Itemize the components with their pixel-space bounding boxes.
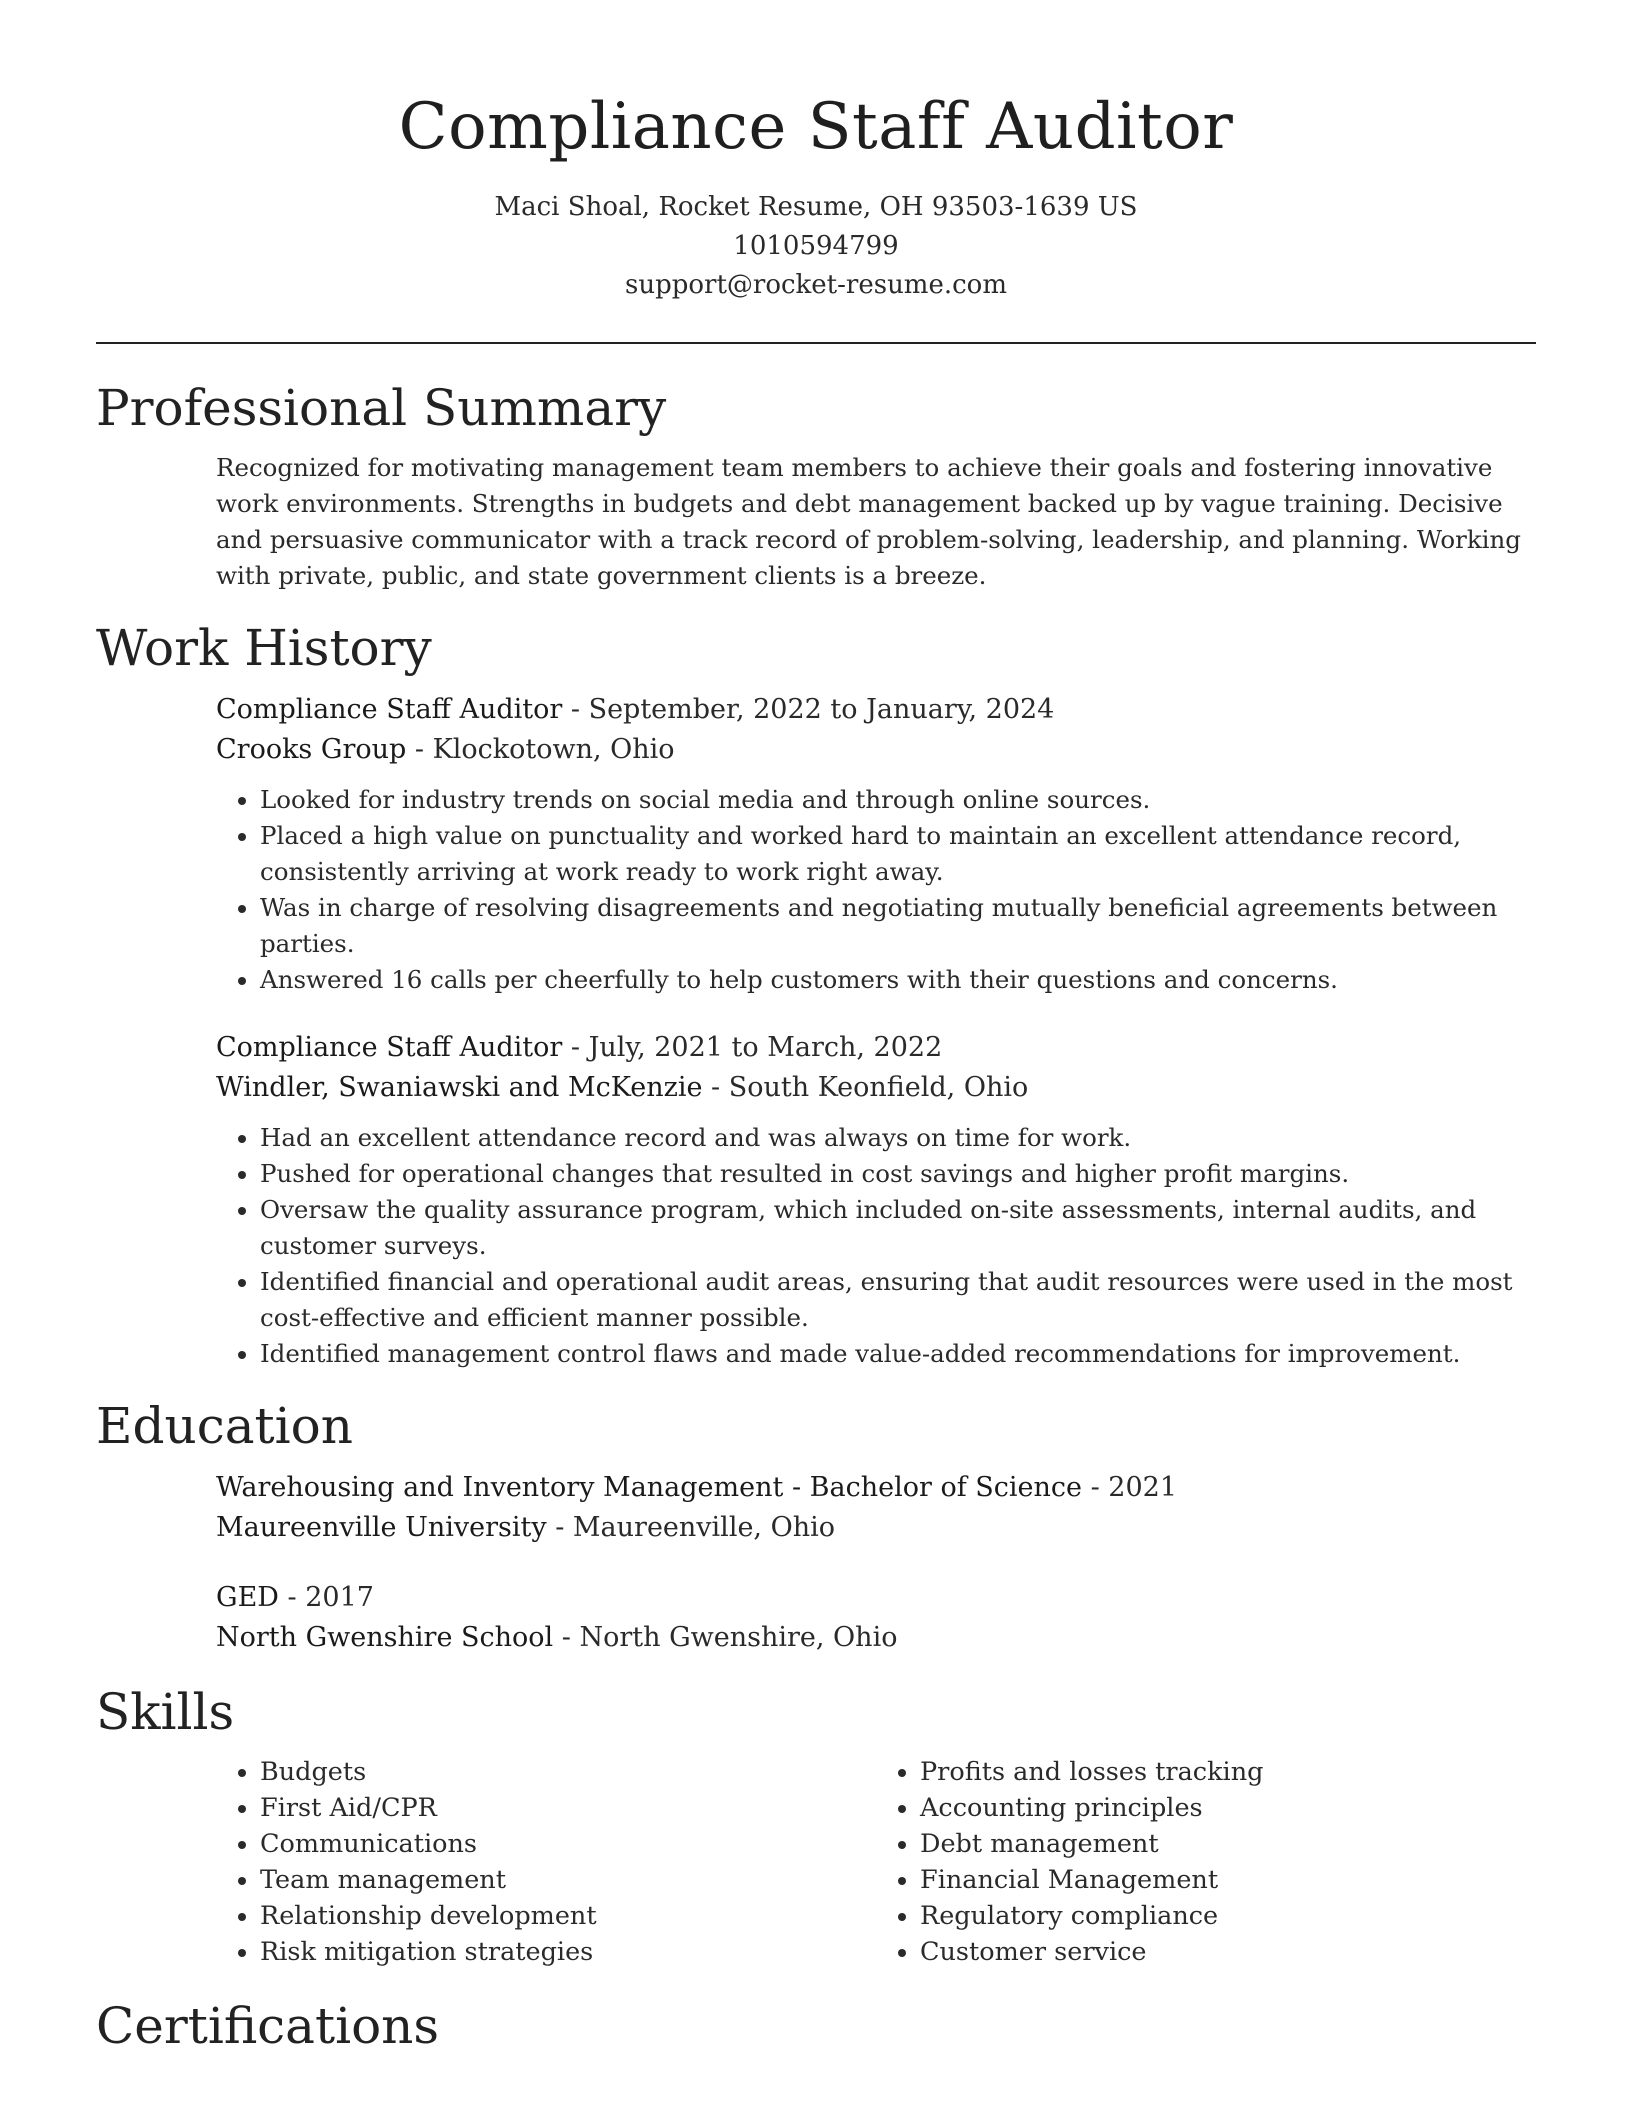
certifications-heading: Certifications bbox=[96, 1997, 440, 2055]
skill-item: • Budgets bbox=[260, 1754, 876, 1790]
skill-item: • Accounting principles bbox=[920, 1790, 1536, 1826]
education-heading: Education bbox=[96, 1397, 353, 1455]
skill-item: • Relationship development bbox=[260, 1898, 876, 1934]
summary-section bbox=[96, 378, 1536, 594]
education-degree-line bbox=[216, 1578, 1536, 1618]
job-title-line bbox=[216, 1028, 1536, 1068]
skill-item: • Debt management bbox=[920, 1826, 1536, 1862]
skills-grid bbox=[216, 1754, 1536, 1970]
job-bullet: • Was in charge of resolving disagreements and negotiating mutually beneficial agreements between parties. bbox=[260, 890, 1536, 962]
work-history-heading: Work History bbox=[96, 619, 432, 677]
resume-title: Compliance Staff Auditor bbox=[398, 90, 1234, 164]
job-bullet: • Oversaw the quality assurance program, which included on-site assessments, internal audits, and customer surveys. bbox=[260, 1192, 1536, 1264]
skills-section bbox=[96, 1682, 1536, 1970]
education-school: Maureenville University bbox=[216, 1512, 547, 1543]
education-location: - North Gwenshire, Ohio bbox=[553, 1622, 898, 1653]
education-degree: GED bbox=[216, 1582, 279, 1613]
education-degree: Warehousing and Inventory Management - Bachelor of Science bbox=[216, 1472, 1083, 1503]
job-bullet: • Pushed for operational changes that resulted in cost savings and higher profit margins. bbox=[260, 1156, 1536, 1192]
summary-heading: Professional Summary bbox=[96, 379, 667, 437]
summary-text: Recognized for motivating management team members to achieve their goals and fostering innovative work environments. Strengths in budgets and debt management backed up by vague training. Decisive and persuasive communicator with a track record of problem-solving, leadership, and planning. Working with private, public, and state government clients is a breeze. bbox=[216, 453, 1521, 590]
job-title-line bbox=[216, 690, 1536, 730]
skill-item: • First Aid/CPR bbox=[260, 1790, 876, 1826]
contact-email: support@rocket-resume.com bbox=[624, 270, 1007, 300]
education-entry bbox=[216, 1578, 1536, 1658]
education-entry bbox=[216, 1468, 1536, 1548]
certifications-section bbox=[96, 1996, 1536, 2056]
job-title: Compliance Staff Auditor bbox=[216, 694, 563, 725]
job-company-line bbox=[216, 730, 1536, 770]
header-divider bbox=[96, 342, 1536, 344]
skill-item: • Profits and losses tracking bbox=[920, 1754, 1536, 1790]
job-bullet: • Placed a high value on punctuality and worked hard to maintain an excellent attendance record, consistently arriving at work ready to work right away. bbox=[260, 818, 1536, 890]
job-bullet: • Looked for industry trends on social media and through online sources. bbox=[260, 782, 1536, 818]
job-bullet: • Had an excellent attendance record and was always on time for work. bbox=[260, 1120, 1536, 1156]
job-bullet: • Identified financial and operational audit areas, ensuring that audit resources were used in the most cost-effective and efficient manner possible. bbox=[260, 1264, 1536, 1336]
education-school-line bbox=[216, 1618, 1536, 1658]
work-history-section bbox=[96, 618, 1536, 1372]
job-bullets bbox=[216, 782, 1536, 998]
job-location: - South Keonfield, Ohio bbox=[702, 1072, 1029, 1103]
resume-header bbox=[96, 0, 1536, 305]
skills-heading: Skills bbox=[96, 1683, 235, 1741]
job-location: - Klockotown, Ohio bbox=[406, 734, 675, 765]
skill-item: • Team management bbox=[260, 1862, 876, 1898]
skill-item: • Risk mitigation strategies bbox=[260, 1934, 876, 1970]
skill-item: • Communications bbox=[260, 1826, 876, 1862]
education-year: - 2021 bbox=[1082, 1472, 1178, 1503]
job-dates: - September, 2022 to January, 2024 bbox=[562, 694, 1055, 725]
contact-address: Maci Shoal, Rocket Resume, OH 93503-1639 US bbox=[494, 192, 1138, 222]
job-entry bbox=[216, 690, 1536, 998]
skill-item: • Financial Management bbox=[920, 1862, 1536, 1898]
job-bullets bbox=[216, 1120, 1536, 1372]
job-company: Crooks Group bbox=[216, 734, 407, 765]
skill-item: • Regulatory compliance bbox=[920, 1898, 1536, 1934]
skills-column-left bbox=[216, 1754, 876, 1970]
job-company-line bbox=[216, 1068, 1536, 1108]
education-degree-line bbox=[216, 1468, 1536, 1508]
job-company: Windler, Swaniawski and McKenzie bbox=[216, 1072, 703, 1103]
education-school-line bbox=[216, 1508, 1536, 1548]
job-dates: - July, 2021 to March, 2022 bbox=[562, 1032, 943, 1063]
skills-column-right bbox=[876, 1754, 1536, 1970]
education-year: - 2017 bbox=[278, 1582, 374, 1613]
job-entry bbox=[216, 1028, 1536, 1372]
job-title: Compliance Staff Auditor bbox=[216, 1032, 563, 1063]
contact-phone: 1010594799 bbox=[733, 231, 899, 261]
education-location: - Maureenville, Ohio bbox=[546, 1512, 836, 1543]
education-school: North Gwenshire School bbox=[216, 1622, 554, 1653]
job-bullet: • Identified management control flaws and made value-added recommendations for improvement. bbox=[260, 1336, 1536, 1372]
skill-item: • Customer service bbox=[920, 1934, 1536, 1970]
education-section bbox=[96, 1396, 1536, 1658]
job-bullet: • Answered 16 calls per cheerfully to help customers with their questions and concerns. bbox=[260, 962, 1536, 998]
